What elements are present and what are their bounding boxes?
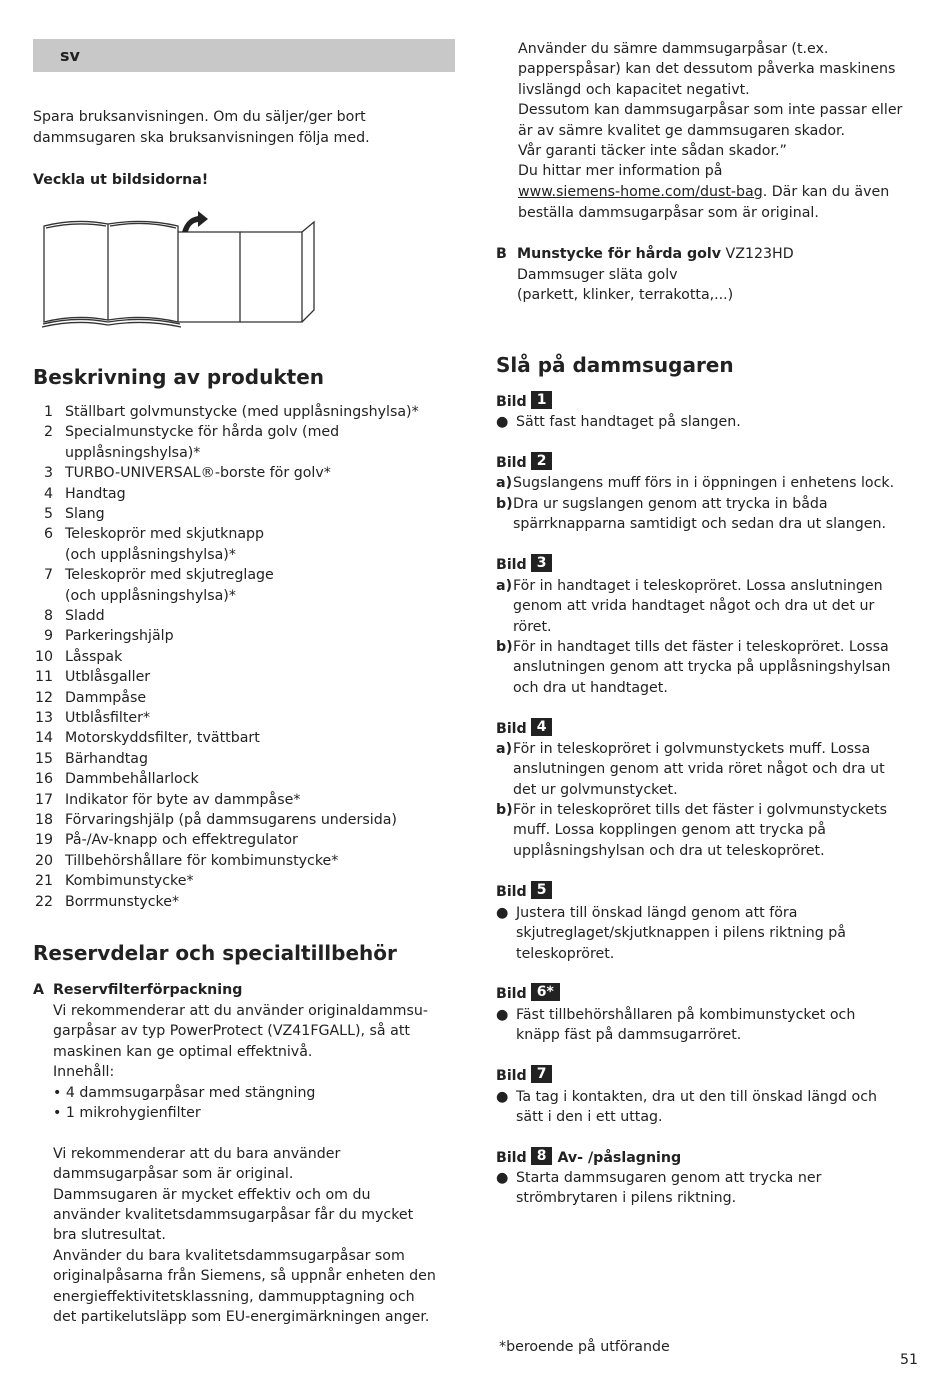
- spares-a-line: Vi rekommenderar att du bara använder: [53, 1145, 341, 1162]
- spares-title: Reservdelar och specialtillbehör: [33, 941, 397, 965]
- sub-step-text: För in teleskopröret i golvmunstyckets muff. Lossa: [513, 741, 871, 757]
- bild-number-badge: 3: [531, 554, 553, 572]
- right-line: Vår garanti täcker inte sådan skador.”: [518, 143, 787, 159]
- bild-word: Bild: [496, 884, 527, 900]
- sub-step-text: Sugslangens muff förs in i öppningen i enhetens lock.: [513, 475, 895, 491]
- item-number: 1: [43, 404, 53, 420]
- spares-b-title: Munstycke för hårda golv: [517, 246, 722, 262]
- bullet-text: Sätt fast handtaget på slangen.: [516, 414, 741, 430]
- right-line: Använder du sämre dammsugarpåsar (t.ex.: [518, 41, 829, 57]
- item-number: 18: [34, 812, 53, 828]
- item-text: (och upplåsningshylsa)*: [65, 587, 236, 604]
- sub-step-text: För in handtaget tills det fäster i teleskopröret. Lossa: [513, 639, 889, 655]
- bild-number-badge: 7: [531, 1065, 553, 1083]
- item-number: 3: [43, 465, 53, 482]
- item-text: Låsspak: [65, 648, 123, 665]
- item-text: Motorskyddsfilter, tvättbart: [65, 730, 260, 747]
- sub-step-text: anslutningen genom att vrida röret något och dra ut: [513, 761, 885, 778]
- spares-a-line: • 1 mikrohygienfilter: [53, 1105, 201, 1121]
- bild-label-b5: [496, 881, 552, 902]
- bild-word: Bild: [496, 394, 527, 410]
- bild-label-b4: [496, 718, 552, 739]
- description-title: Beskrivning av produkten: [33, 365, 325, 389]
- item-number: 13: [34, 710, 53, 726]
- spares-a-title: Reservfilterförpackning: [53, 982, 243, 998]
- sub-step-letter: b): [496, 802, 513, 818]
- sub-step-text: upplåsningshylsan och dra ut teleskopröret.: [513, 842, 825, 859]
- bullet-icon: ●: [496, 905, 509, 921]
- item-text: Ställbart golvmunstycke (med upplåsningshylsa)*: [65, 404, 419, 420]
- spares-a-line: bra slutresultat.: [53, 1227, 166, 1244]
- item-number: 11: [34, 669, 53, 686]
- link-after-text: . Där kan du även: [762, 184, 890, 200]
- right-line: Du hittar mer information på: [518, 163, 723, 180]
- sub-step-letter: a): [496, 741, 513, 757]
- spares-a-line: Innehåll:: [53, 1064, 115, 1081]
- spares-b-letter: B: [496, 246, 507, 262]
- item-text: TURBO-UNIVERSAL®-borste för golv*: [65, 465, 331, 482]
- spares-a-line: originalpåsarna från Siemens, så uppnår enheten den: [53, 1268, 436, 1285]
- language-bar: [33, 39, 455, 72]
- sub-step-text: och dra ut handtaget.: [513, 679, 668, 696]
- sub-step-text: det ur golvmunstycket.: [513, 781, 678, 798]
- item-number: 6: [43, 526, 53, 543]
- sub-step-letter: a): [496, 578, 513, 594]
- bullet-icon: ●: [496, 414, 509, 430]
- spares-b-line-1: Dammsuger släta golv: [517, 267, 678, 283]
- unfold-arrow-icon: [182, 211, 208, 232]
- item-number: 20: [34, 852, 53, 869]
- bild-number-badge: 8: [531, 1147, 553, 1165]
- item-number: 2: [43, 424, 53, 441]
- bild-word: Bild: [496, 455, 527, 471]
- intro-line-1: Spara bruksanvisningen. Om du säljer/ger bort: [33, 109, 366, 125]
- bild-word: Bild: [496, 721, 527, 737]
- item-text: Borrmunstycke*: [65, 893, 180, 910]
- spares-a-line: Använder du bara kvalitetsdammsugarpåsar som: [53, 1247, 405, 1264]
- item-text: På-/Av-knapp och effektregulator: [65, 832, 298, 849]
- item-text: Dammbehållarlock: [65, 771, 199, 788]
- bild-number-badge: 5: [531, 881, 553, 899]
- item-text: Sladd: [65, 608, 105, 624]
- bild-number-badge: 4: [531, 718, 553, 736]
- item-text: Teleskoprör med skjutreglage: [65, 567, 274, 584]
- spares-a-line: Dammsugaren är mycket effektiv och om du: [53, 1186, 371, 1203]
- last-line: beställa dammsugarpåsar som är original.: [518, 205, 819, 221]
- item-text: Specialmunstycke för hårda golv (med: [65, 424, 340, 441]
- spares-a-line: Vi rekommenderar att du använder originaldammsu-: [53, 1003, 429, 1019]
- item-text: Handtag: [65, 485, 126, 502]
- spares-a-line: dammsugarpåsar som är original.: [53, 1166, 294, 1183]
- bild-word: Bild: [496, 557, 527, 573]
- bullet-text: Justera till önskad längd genom att föra: [516, 905, 798, 921]
- bullet-text: skjutreglaget/skjutknappen i pilens riktning på: [516, 925, 846, 942]
- right-line: livslängd och kapacitet negativt.: [518, 81, 750, 98]
- bild-number-badge: 2: [531, 452, 553, 470]
- spares-a-line: energieffektivitetsklassning, dammupptagning och: [53, 1288, 415, 1305]
- sub-step-letter: b): [496, 496, 513, 512]
- spares-b-model: VZ123HD: [721, 246, 794, 262]
- spares-a-line: det partikelutsläpp som EU-energimärkningen anger.: [53, 1309, 430, 1325]
- item-number: 14: [34, 730, 53, 747]
- item-text: Dammpåse: [65, 689, 147, 706]
- item-text: Utblåsfilter*: [65, 710, 151, 726]
- bullet-text: Starta dammsugaren genom att trycka ner: [516, 1170, 822, 1186]
- sub-step-text: För in handtaget i teleskopröret. Lossa anslutningen: [513, 578, 883, 594]
- right-line: papperspåsar) kan det dessutom påverka maskinens: [518, 61, 896, 78]
- bullet-text: Fäst tillbehörshållaren på kombimunstycket och: [516, 1007, 856, 1023]
- dust-bag-link[interactable]: www.siemens-home.com/dust-bag: [518, 184, 763, 200]
- spares-a-line: maskinen kan ge optimal effektnivå.: [53, 1043, 313, 1060]
- bild-label-b7: [496, 1065, 552, 1086]
- bullet-icon: ●: [496, 1089, 509, 1105]
- bullet-text: sätt i den i ett uttag.: [516, 1109, 663, 1126]
- bild-number-badge: 1: [531, 391, 553, 409]
- item-text: Teleskoprör med skjutknapp: [65, 526, 265, 543]
- item-number: 22: [34, 893, 53, 910]
- bild-word: Bild: [496, 986, 527, 1002]
- item-number: 9: [43, 628, 53, 645]
- item-text: Indikator för byte av dammpåse*: [65, 791, 301, 808]
- item-text: Förvaringshjälp (på dammsugarens undersida): [65, 812, 397, 828]
- switch-on-title: Slå på dammsugaren: [496, 353, 734, 377]
- item-number: 8: [43, 608, 53, 624]
- language-code: sv: [60, 46, 80, 65]
- spares-a-line: • 4 dammsugarpåsar med stängning: [53, 1084, 316, 1101]
- item-number: 10: [34, 648, 53, 665]
- item-number: 4: [43, 485, 53, 502]
- bullet-text: teleskopröret.: [516, 945, 615, 962]
- item-text: Tillbehörshållare för kombimunstycke*: [65, 852, 339, 869]
- bullet-text: strömbrytaren i pilens riktning.: [516, 1190, 737, 1207]
- sub-step-text: röret.: [513, 618, 552, 635]
- sub-step-text: spärrknapparna samtidigt och sedan dra ut slangen.: [513, 516, 886, 533]
- footnote: *beroende på utförande: [499, 1339, 670, 1355]
- unfold-note: Veckla ut bildsidorna!: [33, 172, 209, 188]
- item-text: Slang: [65, 506, 105, 522]
- sub-step-text: muff. Lossa kopplingen genom att trycka på: [513, 822, 826, 839]
- bild-label-b8: [496, 1147, 681, 1168]
- item-text: Kombimunstycke*: [65, 873, 194, 890]
- sub-step-text: Dra ur sugslangen genom att trycka in båda: [513, 496, 828, 512]
- dust-bag-link-line: [518, 182, 889, 202]
- bullet-icon: ●: [496, 1170, 509, 1186]
- bild-step-label: Av- /påslagning: [557, 1150, 682, 1166]
- page-number: 51: [899, 1352, 918, 1368]
- item-number: 21: [34, 873, 53, 890]
- bild-word: Bild: [496, 1150, 527, 1166]
- foldout-pages-illustration: [40, 210, 320, 328]
- item-text: (och upplåsningshylsa)*: [65, 546, 236, 563]
- spares-a-letter: A: [33, 982, 44, 998]
- item-number: 5: [43, 506, 53, 522]
- item-number: 12: [34, 689, 53, 706]
- bild-word: Bild: [496, 1068, 527, 1084]
- item-text: Utblåsgaller: [65, 669, 151, 686]
- item-number: 16: [34, 771, 53, 788]
- bild-label-b6: [496, 983, 560, 1004]
- bullet-icon: ●: [496, 1007, 509, 1023]
- sub-step-text: genom att vrida handtaget något och dra ut det ur: [513, 598, 875, 615]
- bild-label-b1: [496, 391, 552, 412]
- sub-step-letter: a): [496, 475, 513, 491]
- spares-a-line: använder kvalitetsdammsugarpåsar får du mycket: [53, 1207, 414, 1223]
- right-line: är av sämre kvalitet ge dammsugaren skador.: [518, 122, 846, 139]
- intro-line-2: dammsugaren ska bruksanvisningen följa med.: [33, 130, 370, 146]
- spares-b-line-2: (parkett, klinker, terrakotta,...): [517, 287, 734, 303]
- bild-label-b2: [496, 452, 552, 473]
- spares-b-heading: [517, 244, 794, 264]
- sub-step-text: anslutningen genom att trycka på upplåsningshylsan: [513, 659, 891, 676]
- bullet-text: Ta tag i kontakten, dra ut den till önskad längd och: [516, 1089, 878, 1105]
- item-text: Bärhandtag: [65, 750, 148, 767]
- item-text: Parkeringshjälp: [65, 628, 174, 645]
- item-number: 17: [34, 791, 53, 808]
- item-number: 19: [34, 832, 53, 849]
- spares-a-line: garpåsar av typ PowerProtect (VZ41FGALL), så att: [53, 1023, 410, 1040]
- item-text: upplåsningshylsa)*: [65, 444, 201, 461]
- sub-step-letter: b): [496, 639, 513, 655]
- right-line: Dessutom kan dammsugarpåsar som inte passar eller: [518, 102, 903, 119]
- bild-number-badge: 6*: [531, 983, 560, 1001]
- bullet-text: knäpp fäst på dammsugarröret.: [516, 1027, 742, 1044]
- item-number: 15: [34, 750, 53, 767]
- sub-step-text: För in teleskopröret tills det fäster i golvmunstyckets: [513, 802, 888, 818]
- bild-label-b3: [496, 554, 552, 575]
- item-number: 7: [43, 567, 53, 584]
